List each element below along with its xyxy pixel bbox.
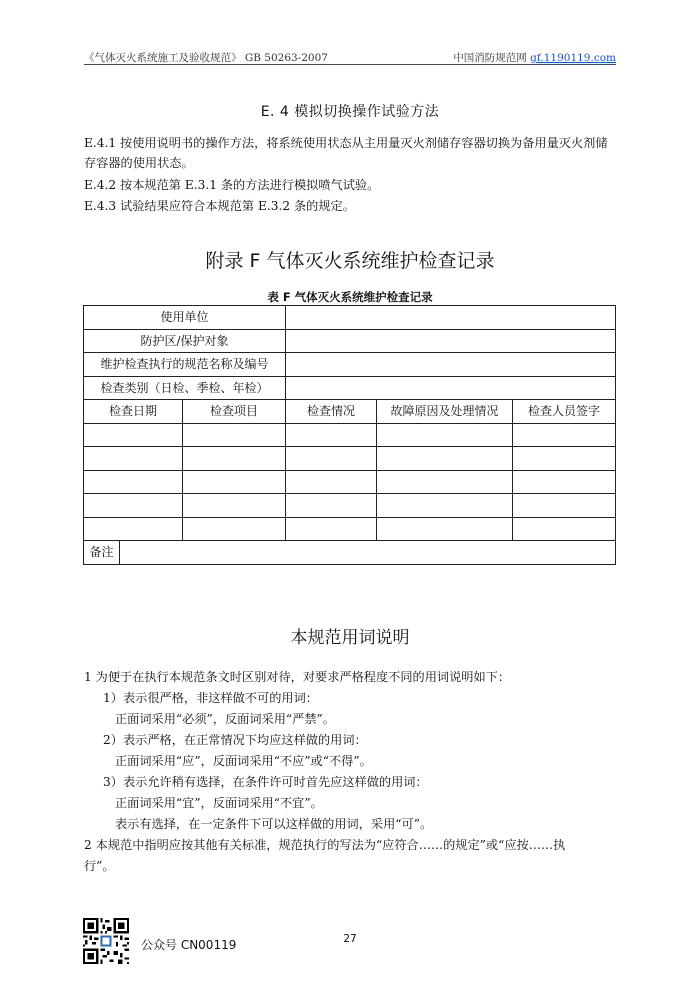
info-row [84,353,616,377]
table-cell[interactable] [286,447,377,471]
usage-line: 行”。 [84,859,115,873]
info-value-cell[interactable] [286,376,616,400]
table-cell[interactable] [377,517,513,541]
table-cell[interactable] [84,470,183,494]
table-cell[interactable] [513,494,616,518]
header-divider [84,64,616,65]
table-cell[interactable] [84,423,183,447]
usage-line: 正面词采用“应”，反面词采用“不应”或“不得”。 [115,754,372,768]
table-cell[interactable] [183,447,286,471]
table-cell[interactable] [183,517,286,541]
wechat-account: 公众号 CN00119 [141,938,237,952]
info-label: 防护区/保护对象 [84,329,286,353]
usage-line: 3）表示允许稍有选择，在条件许可时首先应这样做的用词： [103,775,428,789]
table-cell[interactable] [84,517,183,541]
table-cell[interactable] [286,470,377,494]
info-label: 维护检查执行的规范名称及编号 [84,353,286,377]
table-caption: 表 F 气体灭火系统维护检查记录 [267,290,433,304]
table-cell[interactable] [377,494,513,518]
usage-line: 表示有选择，在一定条件下可以这样做的用词，采用“可”。 [115,817,433,831]
table-cell[interactable] [377,447,513,471]
info-value-cell[interactable] [286,329,616,353]
table-row [84,517,616,541]
column-header: 检查日期 [84,400,183,424]
column-header: 检查人员签字 [513,400,616,424]
usage-line: 1）表示很严格，非这样做不可的用词： [103,691,318,705]
section-heading: E. 4 模拟切换操作试验方法 [260,104,440,120]
table-cell[interactable] [377,423,513,447]
table-row [84,470,616,494]
table-cell[interactable] [513,447,616,471]
table-cell[interactable] [183,494,286,518]
table-cell[interactable] [286,517,377,541]
site-header [453,50,616,65]
remarks-cell[interactable] [120,541,616,565]
table-cell[interactable] [286,423,377,447]
usage-heading: 本规范用词说明 [290,628,410,648]
usage-line: 1 为便于在执行本规范条文时区别对待，对要求严格程度不同的用词说明如下： [84,670,511,684]
maintenance-record-table [83,305,616,565]
table-cell[interactable] [84,494,183,518]
column-header: 检查项目 [183,400,286,424]
table-cell[interactable] [84,447,183,471]
table-row [84,423,616,447]
info-row [84,306,616,330]
remarks-row [84,541,616,565]
table-cell[interactable] [377,470,513,494]
info-row [84,329,616,353]
page-number: 27 [343,933,357,945]
table-cell[interactable] [513,423,616,447]
column-header: 检查情况 [286,400,377,424]
usage-line: 2）表示严格，在正常情况下均应这样做的用词： [103,733,367,747]
table-cell[interactable] [183,470,286,494]
table-cell[interactable] [513,517,616,541]
usage-line: 正面词采用“宜”，反面词采用“不宜”。 [115,796,323,810]
info-row [84,376,616,400]
table-row [84,447,616,471]
paragraph-e41-line1: E.4.1 按使用说明书的操作方法，将系统使用状态从主用量灭火剂储存容器切换为备用量灭火剂储 [84,136,608,150]
paragraph-e41-line2: 存容器的使用状态。 [84,156,194,170]
table-cell[interactable] [183,423,286,447]
remarks-label: 备注 [84,541,120,565]
document-title-header: 《气体灭火系统施工及验收规范》 GB 50263-2007 [84,52,328,64]
info-label: 检查类别（日检、季检、年检） [84,376,286,400]
usage-line: 正面词采用“必须”，反面词采用“严禁”。 [115,712,335,726]
paragraph-e43: E.4.3 试验结果应符合本规范第 E.3.2 条的规定。 [84,199,355,213]
appendix-heading: 附录 F 气体灭火系统维护检查记录 [205,250,495,272]
info-value-cell[interactable] [286,353,616,377]
column-header-row [84,400,616,424]
paragraph-e42: E.4.2 按本规范第 E.3.1 条的方法进行模拟喷气试验。 [84,178,380,192]
site-name: 中国消防规范网 [453,52,527,64]
info-value-cell[interactable] [286,306,616,330]
table-cell[interactable] [286,494,377,518]
usage-line: 2 本规范中指明应按其他有关标准，规范执行的写法为“应符合……的规定”或“应按……执 [84,838,566,852]
site-link[interactable]: gf.1190119.com [530,52,616,64]
table-row [84,494,616,518]
info-label: 使用单位 [84,306,286,330]
column-header: 故障原因及处理情况 [377,400,513,424]
table-cell[interactable] [513,470,616,494]
